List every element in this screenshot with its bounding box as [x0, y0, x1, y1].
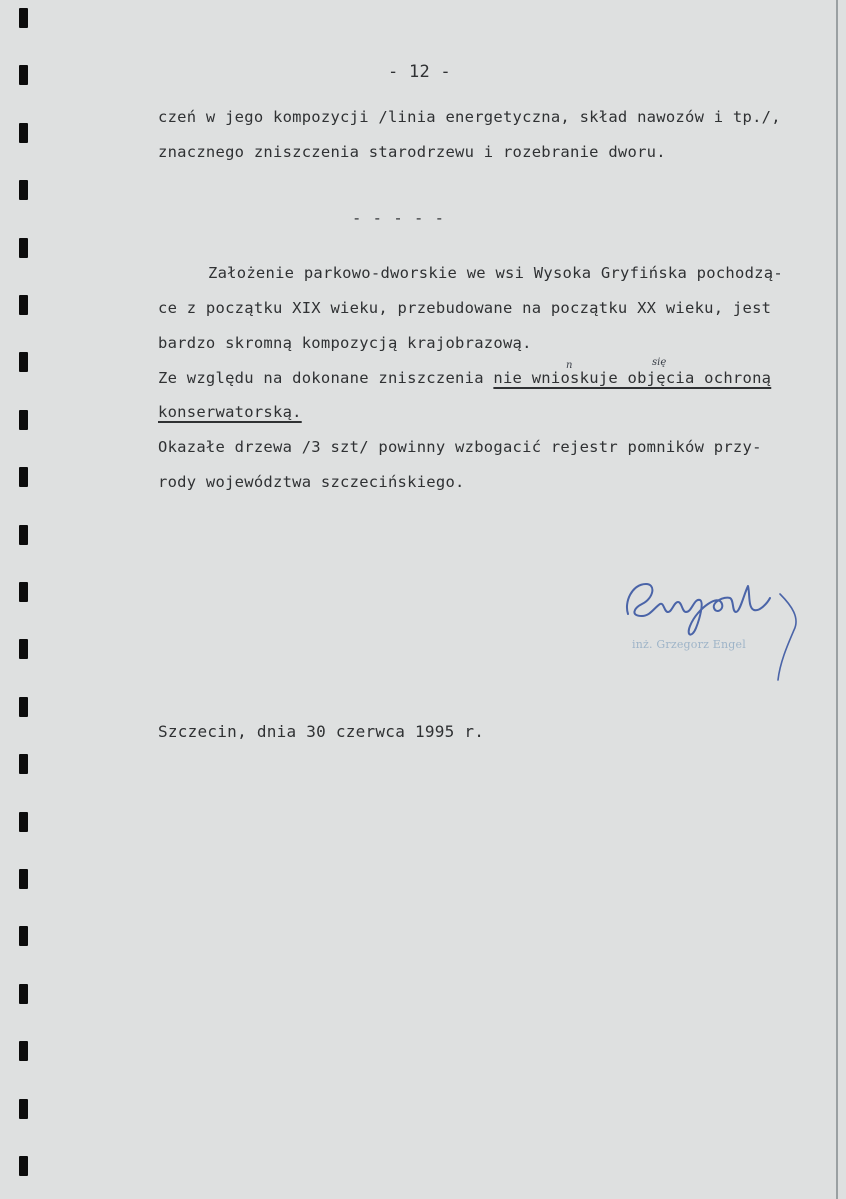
binding-mark — [19, 238, 28, 258]
binding-mark — [19, 984, 28, 1004]
binding-mark — [19, 8, 28, 28]
paragraph-2-underlined: nie wnioskuje objęcia ochroną — [493, 369, 772, 387]
paragraph-3-line-2: rody województwa szczecińskiego. — [158, 473, 465, 491]
handwritten-correction-sie: się — [652, 357, 667, 368]
binding-mark — [19, 352, 28, 372]
binding-mark — [19, 926, 28, 946]
binding-mark — [19, 525, 28, 545]
binding-mark — [19, 295, 28, 315]
date-line: Szczecin, dnia 30 czerwca 1995 r. — [158, 722, 485, 741]
paragraph-2-line-1 — [158, 369, 771, 387]
binding-mark — [19, 1156, 28, 1176]
binding-mark — [19, 123, 28, 143]
paragraph-1-line-3: bardzo skromną kompozycją krajobrazową. — [158, 334, 532, 352]
paragraph-1-line-2: ce z początku XIX wieku, przebudowane na początku XX wieku, jest — [158, 299, 772, 317]
page-number: - 12 - — [388, 62, 451, 82]
binding-mark — [19, 697, 28, 717]
binding-mark — [19, 1041, 28, 1061]
binding-mark — [19, 812, 28, 832]
name-stamp: inż. Grzegorz Engel — [632, 638, 746, 651]
section-separator: - - - - - — [352, 209, 445, 227]
binding-mark — [19, 754, 28, 774]
handwritten-signature — [620, 572, 810, 687]
paragraph-3-line-1: Okazałe drzewa /3 szt/ powinny wzbogacić rejestr pomników przy- — [158, 438, 762, 456]
binding-mark — [19, 467, 28, 487]
binding-mark — [19, 65, 28, 85]
continuation-line-2: znacznego zniszczenia starodrzewu i rozebranie dworu. — [158, 143, 666, 161]
continuation-line-1: czeń w jego kompozycji /linia energetyczna, skład nawozów i tp./, — [158, 108, 781, 126]
paragraph-1-line-1: Założenie parkowo-dworskie we wsi Wysoka Gryfińska pochodzą- — [208, 264, 783, 282]
binding-mark — [19, 180, 28, 200]
binding-mark — [19, 869, 28, 889]
paragraph-2-line-2: konserwatorską. — [158, 403, 302, 421]
binding-mark — [19, 410, 28, 430]
binding-mark — [19, 582, 28, 602]
binding-mark — [19, 1099, 28, 1119]
paragraph-2-prefix: Ze względu na dokonane zniszczenia — [158, 369, 494, 387]
binding-mark — [19, 639, 28, 659]
handwritten-correction-n: n — [566, 360, 573, 371]
page-edge-line — [836, 0, 838, 1199]
